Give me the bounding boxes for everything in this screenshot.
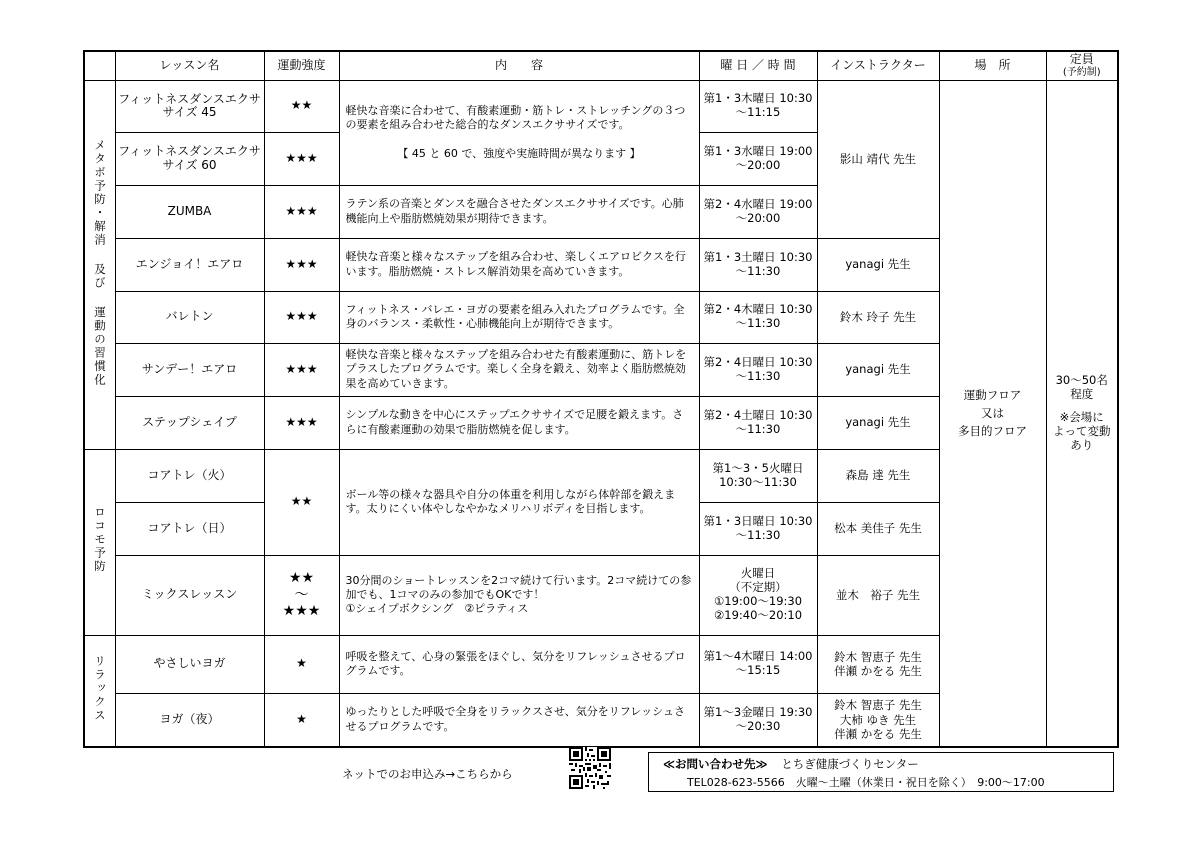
intensity-stars: ★★★ <box>264 291 339 343</box>
lesson-name: ミックスレッスン <box>115 555 264 635</box>
lesson-instructor: yanagi 先生 <box>817 396 939 449</box>
intensity-stars: ★★ <box>264 80 339 132</box>
lesson-name: コアトレ（火） <box>115 449 264 502</box>
lesson-name: ヨガ（夜） <box>115 693 264 747</box>
capacity-cell: 30～50名 程度 ※会場に よって変動 あり <box>1046 80 1118 747</box>
lesson-time: 第2・4日曜日 10:30～11:30 <box>699 343 817 396</box>
lesson-instructor: 影山 靖代 先生 <box>817 80 939 238</box>
lesson-instructor: 鈴木 智恵子 先生 伴瀬 かをる 先生 <box>817 635 939 693</box>
lesson-time: 第2・4木曜日 10:30～11:30 <box>699 291 817 343</box>
intensity-stars: ★★★ <box>264 132 339 185</box>
lesson-time: 第2・4土曜日 10:30～11:30 <box>699 396 817 449</box>
lesson-time: 火曜日 （不定期） ①19:00～19:30 ②19:40～20:10 <box>699 555 817 635</box>
lesson-description: 軽快な音楽に合わせて、有酸素運動・筋トレ・ストレッチングの３つの要素を組み合わせた総合的なダンスエクササイズです。 【 45 と 60 で、強度や実施時間が異なります 】 <box>339 80 699 185</box>
lesson-description: ボール等の様々な器具や自分の体重を利用しながら体幹部を鍛えます。太りにくい体やしなやかなメリハリボディを目指します。 <box>339 449 699 555</box>
online-apply-text: ネットでのお申込み→こちらから <box>342 767 513 781</box>
contact-title-line <box>663 756 919 772</box>
lesson-name: サンデー！エアロ <box>115 343 264 396</box>
category-relax: リラックス <box>84 635 115 747</box>
header-lesson: レッスン名 <box>115 51 264 80</box>
lesson-instructor: yanagi 先生 <box>817 238 939 291</box>
lesson-name: バレトン <box>115 291 264 343</box>
lesson-description: 30分間のショートレッスンを2コマ続けて行います。2コマ続けての参加でも、1コマのみの参加でもOKです！ ①シェイプボクシング ②ピラティス <box>339 555 699 635</box>
lesson-description: シンプルな動きを中心にステップエクササイズで足腰を鍛えます。さらに有酸素運動の効果で脂肪燃焼を促します。 <box>339 396 699 449</box>
category-locomo: ロコモ予防 <box>84 449 115 635</box>
lesson-description: 軽快な音楽と様々なステップを組み合わせた有酸素運動に、筋トレをプラスしたプログラムです。楽しく全身を鍛え、効率よく脂肪燃焼効果を高めていきます。 <box>339 343 699 396</box>
capacity-label: 定員 <box>1069 52 1094 67</box>
lesson-description: ゆったりとした呼吸で全身をリラックスさせ、気分をリフレッシュさせるプログラムです。 <box>339 693 699 747</box>
lesson-instructor: 鈴木 智恵子 先生 大柿 ゆき 先生 伴瀬 かをる 先生 <box>817 693 939 747</box>
place-cell: 運動フロア 又は 多目的フロア <box>939 80 1046 747</box>
header-capacity <box>1046 51 1118 80</box>
lesson-name: コアトレ（日） <box>115 502 264 555</box>
lesson-time: 第1・3水曜日 19:00～20:00 <box>699 132 817 185</box>
qr-code[interactable] <box>569 747 611 789</box>
lesson-name: フィットネスダンスエクササイズ 60 <box>115 132 264 185</box>
intensity-stars: ★ <box>264 635 339 693</box>
contact-title: ≪お問い合わせ先≫ <box>663 757 768 771</box>
lesson-time: 第1・3日曜日 10:30～11:30 <box>699 502 817 555</box>
table-row <box>84 80 1118 132</box>
contact-detail: TEL028-623-5566 火曜～土曜（休業日・祝日を除く） 9:00～17:00 <box>687 776 1045 789</box>
lesson-instructor: 鈴木 玲子 先生 <box>817 291 939 343</box>
lesson-instructor: 並木 裕子 先生 <box>817 555 939 635</box>
lesson-time: 第2・4水曜日 19:00～20:00 <box>699 185 817 238</box>
intensity-stars: ★★★ <box>264 343 339 396</box>
intensity-stars: ★ <box>264 693 339 747</box>
lesson-name: フィットネスダンスエクササイズ 45 <box>115 80 264 132</box>
lesson-schedule-table <box>83 50 1119 748</box>
lesson-description: 呼吸を整えて、心身の緊張をほぐし、気分をリフレッシュさせるプログラムです。 <box>339 635 699 693</box>
lesson-description: フィットネス・バレエ・ヨガの要素を組み入れたプログラムです。全身のバランス・柔軟性・心肺機能向上が期待できます。 <box>339 291 699 343</box>
header-content: 内 容 <box>339 51 699 80</box>
lesson-instructor: 森島 達 先生 <box>817 449 939 502</box>
contact-box <box>648 752 1114 792</box>
lesson-time: 第1・3土曜日 10:30～11:30 <box>699 238 817 291</box>
lesson-description: ラテン系の音楽とダンスを融合させたダンスエクササイズです。心肺機能向上や脂肪燃焼効果が期待できます。 <box>339 185 699 238</box>
lesson-time: 第1～3・5火曜日 10:30～11:30 <box>699 449 817 502</box>
intensity-stars: ★★★ <box>264 185 339 238</box>
capacity-note: (予約制) <box>1062 66 1101 78</box>
header-blank <box>84 51 115 80</box>
lesson-time: 第1～3金曜日 19:30～20:30 <box>699 693 817 747</box>
contact-org: とちぎ健康づくりセンター <box>781 757 919 771</box>
lesson-name: ZUMBA <box>115 185 264 238</box>
lesson-instructor: yanagi 先生 <box>817 343 939 396</box>
intensity-stars: ★★ ～ ★★★ <box>264 555 339 635</box>
header-schedule: 曜 日 ／ 時 間 <box>699 51 817 80</box>
intensity-stars: ★★ <box>264 449 339 555</box>
lesson-time: 第1～4木曜日 14:00～15:15 <box>699 635 817 693</box>
lesson-name: やさしいヨガ <box>115 635 264 693</box>
header-place: 場 所 <box>939 51 1046 80</box>
lesson-time: 第1・3木曜日 10:30～11:15 <box>699 80 817 132</box>
header-intensity: 運動強度 <box>264 51 339 80</box>
lesson-instructor: 松本 美佳子 先生 <box>817 502 939 555</box>
lesson-name: エンジョイ！エアロ <box>115 238 264 291</box>
header-instructor: インストラクター <box>817 51 939 80</box>
intensity-stars: ★★★ <box>264 238 339 291</box>
lesson-description: 軽快な音楽と様々なステップを組み合わせ、楽しくエアロビクスを行います。脂肪燃焼・ストレス解消効果を高めていきます。 <box>339 238 699 291</box>
lesson-name: ステップシェイプ <box>115 396 264 449</box>
category-metabo: メタボ予防・解消 及び 運動の習慣化 <box>84 80 115 449</box>
intensity-stars: ★★★ <box>264 396 339 449</box>
